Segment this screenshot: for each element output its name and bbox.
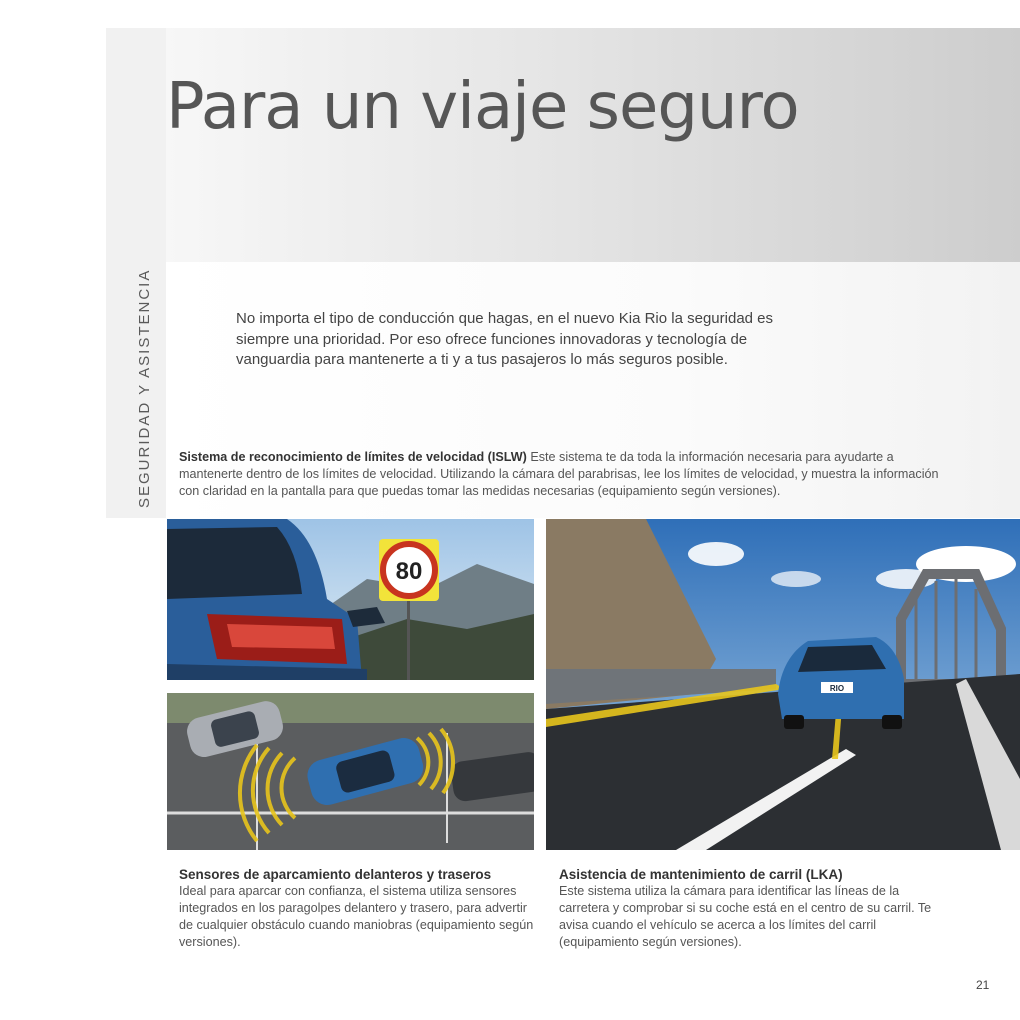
header-band [166, 28, 1020, 262]
parking-title: Sensores de aparcamiento delanteros y traseros [179, 867, 492, 882]
islw-text: Este sistema te da toda la información necesaria para ayudarte a mantenerte dentro de los límites de velocidad. Utilizando la cámara del parabrisas, lee los límites de velocidad, y muestra la información con claridad en la pantalla para que puedas tomar las medidas necesarias (equipamiento según versiones). [179, 450, 939, 498]
speed-sign-photo [167, 519, 534, 680]
section-label: SEGURIDAD Y ASISTENCIA [136, 268, 153, 508]
lane-keeping-photo [546, 519, 1020, 850]
islw-description [179, 449, 939, 500]
lka-description [559, 866, 949, 951]
page-number: 21 [976, 978, 990, 992]
parking-text: Ideal para aparcar con confianza, el sistema utiliza sensores integrados en los paragolpes delantero y trasero, para advertir de cualquier obstáculo cuando maniobras (equipamiento según versiones). [179, 884, 534, 949]
lka-title: Asistencia de mantenimiento de carril (LKA) [559, 867, 843, 882]
islw-title: Sistema de reconocimiento de límites de velocidad (ISLW) [179, 450, 527, 464]
lka-text: Este sistema utiliza la cámara para identificar las líneas de la carretera y comprobar si su coche está en el centro de su carril. Te avisa cuando el vehículo se acerca a los límites del carril (equipamiento según versiones). [559, 884, 932, 949]
car [778, 637, 904, 729]
license-plate: RIO [829, 684, 845, 693]
parking-description [179, 866, 539, 951]
speed-sign-value: 80 [395, 558, 423, 585]
intro-paragraph: No importa el tipo de conducción que hagas, en el nuevo Kia Rio la seguridad es siempre una prioridad. Por eso ofrece funciones innovadoras y tecnología de vanguardia para mantenerte a ti y a tus pasajeros lo más seguros posible. [236, 310, 774, 368]
parking-sensors-photo [167, 693, 534, 850]
page-title: Para un viaje seguro [166, 70, 799, 144]
